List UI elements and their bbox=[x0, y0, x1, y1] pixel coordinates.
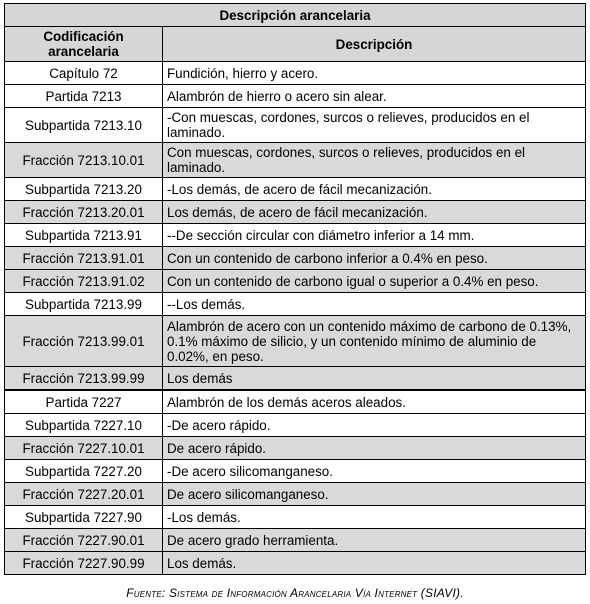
description-cell: -Los demás. bbox=[163, 506, 586, 529]
tariff-code-cell: Subpartida 7213.10 bbox=[5, 108, 163, 143]
tariff-code-cell: Fracción 7213.99.01 bbox=[5, 316, 163, 367]
tariff-code-cell: Subpartida 7213.20 bbox=[5, 178, 163, 201]
description-cell: --De sección circular con diámetro inferior a 14 mm. bbox=[163, 224, 586, 247]
description-cell: Con muescas, cordones, surcos o relieves, producidos en el laminado. bbox=[163, 143, 586, 178]
description-cell: -De acero silicomanganeso. bbox=[163, 460, 586, 483]
table-row bbox=[5, 552, 586, 575]
tariff-code-cell: Fracción 7227.90.99 bbox=[5, 552, 163, 575]
description-cell: Alambrón de los demás aceros aleados. bbox=[163, 390, 586, 414]
table-row bbox=[5, 506, 586, 529]
tariff-code-cell: Partida 7213 bbox=[5, 85, 163, 108]
description-cell: De acero silicomanganeso. bbox=[163, 483, 586, 506]
description-cell: Alambrón de acero con un contenido máximo de carbono de 0.13%, 0.1% máximo de silicio, y un contenido mínimo de aluminio de 0.02%, en peso. bbox=[163, 316, 586, 367]
description-cell: Fundición, hierro y acero. bbox=[163, 62, 586, 85]
tariff-code-cell: Subpartida 7227.90 bbox=[5, 506, 163, 529]
tariff-code-cell: Fracción 7213.20.01 bbox=[5, 201, 163, 224]
table-row bbox=[5, 270, 586, 293]
table-body bbox=[5, 62, 586, 575]
description-cell: Con un contenido de carbono igual o superior a 0.4% en peso. bbox=[163, 270, 586, 293]
description-cell: --Los demás. bbox=[163, 293, 586, 316]
description-cell: Alambrón de hierro o acero sin alear. bbox=[163, 85, 586, 108]
table-row bbox=[5, 437, 586, 460]
tariff-code-cell: Subpartida 7227.20 bbox=[5, 460, 163, 483]
table-row bbox=[5, 390, 586, 414]
description-cell: -Los demás, de acero de fácil mecanización. bbox=[163, 178, 586, 201]
table-row bbox=[5, 108, 586, 143]
table-row bbox=[5, 483, 586, 506]
tariff-code-cell: Fracción 7213.99.99 bbox=[5, 367, 163, 391]
table-row bbox=[5, 529, 586, 552]
tariff-code-cell: Capítulo 72 bbox=[5, 62, 163, 85]
tariff-code-cell: Fracción 7227.90.01 bbox=[5, 529, 163, 552]
table-row bbox=[5, 62, 586, 85]
table-row bbox=[5, 143, 586, 178]
column-header-code: Codificación arancelaria bbox=[5, 27, 163, 62]
column-header-description: Descripción bbox=[163, 27, 586, 62]
source-note: Fuente: Sistema de Información Arancelaria Vía Internet (SIAVI). bbox=[126, 586, 464, 600]
tariff-code-cell: Fracción 7213.91.02 bbox=[5, 270, 163, 293]
tariff-code-cell: Fracción 7213.10.01 bbox=[5, 143, 163, 178]
table-row bbox=[5, 367, 586, 391]
table-row bbox=[5, 414, 586, 437]
description-cell: -De acero rápido. bbox=[163, 414, 586, 437]
tariff-code-cell: Fracción 7227.20.01 bbox=[5, 483, 163, 506]
tariff-code-cell: Fracción 7213.91.01 bbox=[5, 247, 163, 270]
table-row bbox=[5, 247, 586, 270]
table-row bbox=[5, 85, 586, 108]
tariff-code-cell: Subpartida 7227.10 bbox=[5, 414, 163, 437]
description-cell: Los demás bbox=[163, 367, 586, 391]
tariff-code-cell: Subpartida 7213.99 bbox=[5, 293, 163, 316]
table-title: Descripción arancelaria bbox=[5, 4, 586, 27]
description-cell: De acero rápido. bbox=[163, 437, 586, 460]
tariff-code-cell: Fracción 7227.10.01 bbox=[5, 437, 163, 460]
description-cell: -Con muescas, cordones, surcos o relieves, producidos en el laminado. bbox=[163, 108, 586, 143]
table-row bbox=[5, 316, 586, 367]
tariff-description-table bbox=[4, 3, 586, 575]
table-row bbox=[5, 460, 586, 483]
table-row bbox=[5, 178, 586, 201]
description-cell: Los demás, de acero de fácil mecanización. bbox=[163, 201, 586, 224]
table-row bbox=[5, 201, 586, 224]
table-row bbox=[5, 224, 586, 247]
description-cell: Con un contenido de carbono inferior a 0.4% en peso. bbox=[163, 247, 586, 270]
description-cell: Los demás. bbox=[163, 552, 586, 575]
description-cell: De acero grado herramienta. bbox=[163, 529, 586, 552]
table-row bbox=[5, 293, 586, 316]
tariff-code-cell: Subpartida 7213.91 bbox=[5, 224, 163, 247]
tariff-code-cell: Partida 7227 bbox=[5, 390, 163, 414]
